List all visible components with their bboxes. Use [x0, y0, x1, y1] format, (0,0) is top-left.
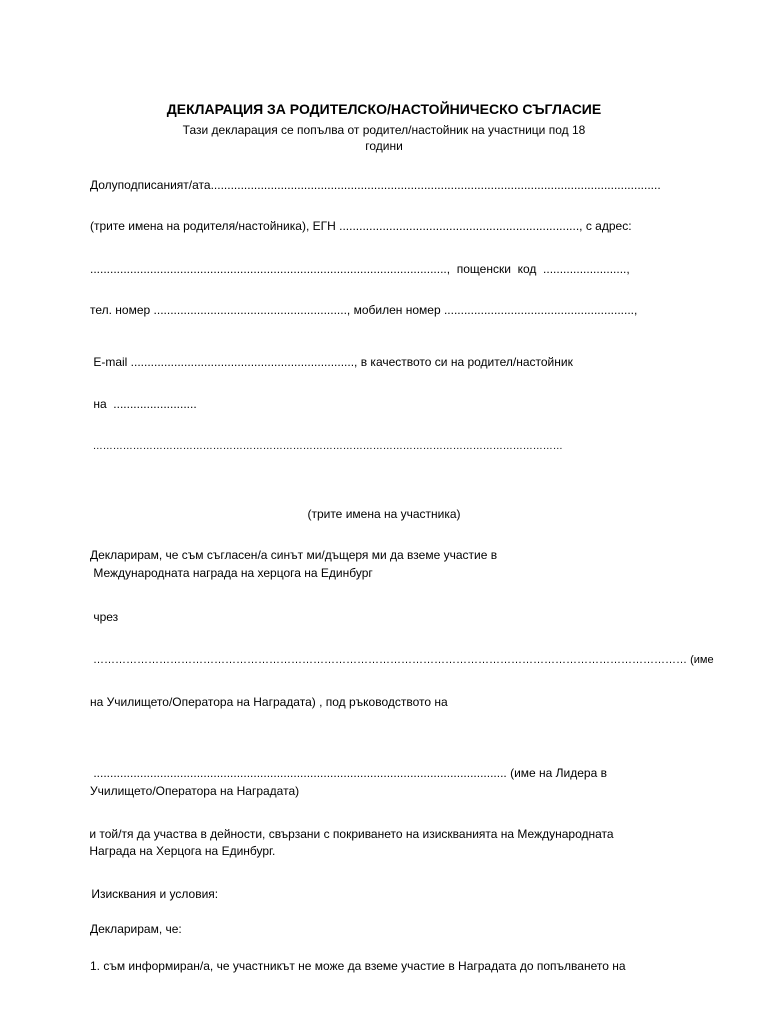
signatory-line: Долуподписаният/ата.......................................................................................................................................	[90, 178, 661, 192]
participation-line-1: и той/тя да участва в дейности, свързани с покриването на изискванията на Международната	[86, 827, 614, 841]
participant-name-caption: (трите имена на участника)	[307, 507, 461, 521]
address-postcode-line: ..........................................................................................................., пощенски код .........................,	[90, 262, 630, 276]
page-subtitle-line2: години	[365, 139, 403, 153]
leader-name-dots: ............................................................................................................................ (име на Лидера в	[90, 766, 607, 780]
via-line: чрез	[90, 610, 119, 624]
page-subtitle-line1: Тази декларация се попълва от родител/настойник на участници под 18	[182, 123, 586, 137]
declare-that-line: Декларирам, че:	[90, 922, 182, 936]
page-title: ДЕКЛАРАЦИЯ ЗА РОДИТЕЛСКО/НАСТОЙНИЧЕСКО СЪГЛАСИЕ	[166, 101, 602, 117]
condition-item-1: 1. съм информиран/а, че участникът не може да вземе участие в Наградата до попълването на	[90, 959, 626, 973]
of-participant-line: на .........................	[90, 397, 197, 411]
award-name-line: Международната награда на херцога на Единбург	[90, 566, 373, 580]
participation-line-2: Награда на Херцога на Единбург.	[86, 844, 276, 858]
declaration-line: Декларирам, че съм съгласен/а синът ми/дъщеря ми да вземе участие в	[90, 548, 498, 562]
school-name-dots: ……………………………………………………………………………………………………………………………………………… (име	[90, 654, 714, 666]
email-line: E-mail ..................................................................., в качеството си на родител/настойник	[90, 355, 573, 369]
phone-mobile-line: тел. номер .........................................................., мобилен номер .........................................................,	[90, 303, 638, 317]
requirements-heading: Изисквания и условия:	[88, 887, 219, 901]
school-caption-line: на Училището/Оператора на Наградата) , под ръководството на	[90, 695, 448, 709]
participant-name-dots: ……………………………………………………………………………………………………………………………	[90, 441, 563, 452]
parent-name-egn-line: (трите имена на родителя/настойника), ЕГН ........................................................................, с адрес:	[90, 219, 632, 233]
leader-caption-line: Училището/Оператора на Наградата)	[90, 784, 300, 798]
